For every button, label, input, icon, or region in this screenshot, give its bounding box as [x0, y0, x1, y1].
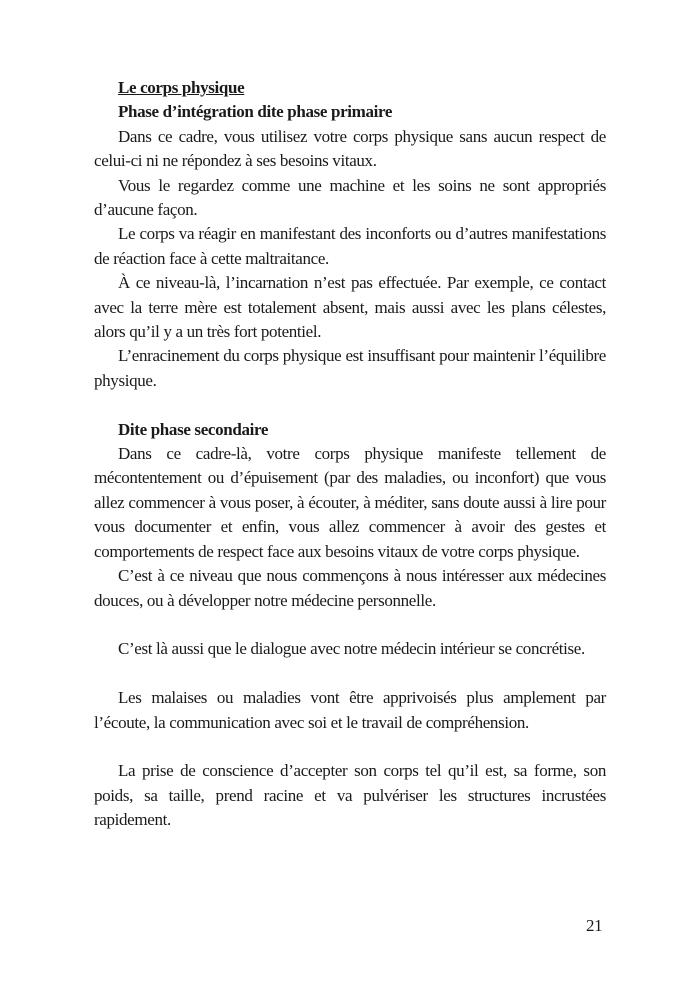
paragraph-gap [94, 735, 606, 759]
section-title-corps-physique: Le corps physique [118, 78, 245, 97]
paragraph: Vous le regardez comme une machine et les soins ne sont appropriés d’aucune façon. [94, 175, 606, 220]
paragraph-gap [94, 613, 606, 637]
paragraph: C’est à ce niveau que nous commençons à nous intéresser aux médecines douces, ou à développer notre médecine personnelle. [94, 566, 606, 610]
page-body [94, 76, 606, 833]
page-number: 21 [586, 916, 603, 935]
paragraph: Le corps va réagir en manifestant des inconforts ou d’autres manifestations de réaction face à cette maltraitance. [94, 224, 606, 268]
paragraph: Dans ce cadre-là, votre corps physique manifeste tellement de mécontentement ou d’épuisement (par des maladies, ou inconfort) que vous allez commencer à vous poser, à écouter, à méditer, sans doute aussi à lire pour vous documenter et enfin, vous allez commencer à avoir des gestes et comportements de respect face aux besoins vitaux de votre corps physique. [94, 444, 606, 561]
paragraph: À ce niveau-là, l’incarnation n’est pas effectuée. Par exemple, ce contact avec la terre mère est totalement absent, mais aussi avec les plans célestes, alors qu’il y a un très fort potentiel. [94, 273, 606, 342]
paragraph: C’est là aussi que le dialogue avec notre médecin intérieur se concrétise. [118, 639, 585, 659]
paragraph: Dans ce cadre, vous utilisez votre corps physique sans aucun respect de celui-ci ni ne répondez à ses besoins vitaux. [94, 126, 606, 171]
paragraph: Les malaises ou maladies vont être apprivoisés plus amplement par l’écoute, la communication avec soi et le travail de compréhension. [94, 688, 606, 732]
paragraph: La prise de conscience d’accepter son corps tel qu’il est, sa forme, son poids, sa taille, prend racine et va pulvériser les structures incrustées rapidement. [94, 761, 606, 830]
paragraph: L’enracinement du corps physique est insuffisant pour maintenir l’équilibre physique. [94, 346, 606, 390]
paragraph-gap [94, 662, 606, 686]
section-subtitle-phase-primaire: Phase d’intégration dite phase primaire [118, 102, 393, 122]
paragraph-gap [94, 393, 606, 417]
section-title-phase-secondaire: Dite phase secondaire [118, 419, 269, 439]
